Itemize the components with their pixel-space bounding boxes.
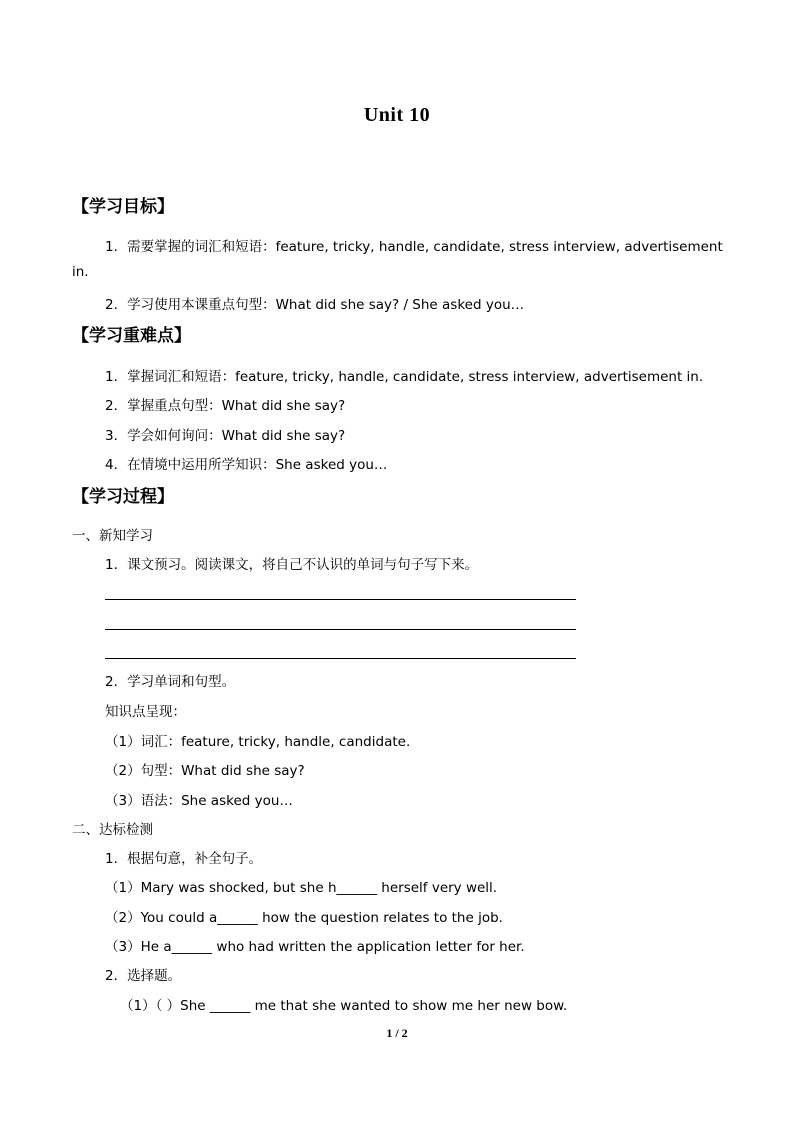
key-points-item-1: 1．掌握词汇和短语：feature, tricky, handle, candidate, stress interview, advertisement in. (105, 369, 704, 385)
fill-in-question-2: （2）You could a______ how the question relates to the job. (105, 910, 503, 926)
key-points-item-2: 2．掌握重点句型：What did she say? (105, 398, 346, 414)
key-points-item-4: 4．在情境中运用所学知识：She asked you… (105, 457, 388, 473)
objectives-item-1-continued: in. (72, 264, 89, 280)
key-points-heading: 【学习重难点】 (72, 326, 191, 346)
knowledge-label: 知识点呈现： (105, 704, 186, 720)
answer-line-3[interactable] (105, 658, 576, 659)
section-2-item-2: 2．选择题。 (105, 968, 182, 984)
choice-question-1: （1）（ ）She ______ me that she wanted to show me her new bow. (120, 998, 568, 1014)
key-points-item-3: 3．学会如何询问：What did she say? (105, 428, 346, 444)
page-number: 1 / 2 (386, 1026, 408, 1040)
answer-line-2[interactable] (105, 629, 576, 630)
knowledge-sentence-pattern: （2）句型：What did she say? (105, 763, 305, 779)
section-1-title: 一、新知学习 (72, 528, 153, 544)
answer-line-1[interactable] (105, 599, 576, 600)
objectives-item-2: 2．学习使用本课重点句型：What did she say? / She asked you… (105, 297, 525, 313)
section-2-title: 二、达标检测 (72, 822, 153, 838)
objectives-item-1: 1．需要掌握的词汇和短语：feature, tricky, handle, candidate, stress interview, advertisement (105, 239, 723, 255)
section-1-item-1: 1．课文预习。阅读课文，将自己不认识的单词与句子写下来。 (105, 557, 479, 573)
knowledge-grammar: （3）语法：She asked you… (105, 793, 293, 809)
page-title: Unit 10 (363, 104, 431, 126)
fill-in-question-3: （3）He a______ who had written the application letter for her. (105, 939, 525, 955)
section-1-item-2: 2．学习单词和句型。 (105, 674, 236, 690)
process-heading: 【学习过程】 (72, 487, 174, 507)
knowledge-vocabulary: （1）词汇：feature, tricky, handle, candidate. (105, 734, 411, 750)
fill-in-question-1: （1）Mary was shocked, but she h______ herself very well. (105, 880, 498, 896)
objectives-heading: 【学习目标】 (72, 197, 174, 217)
section-2-item-1: 1．根据句意，补全句子。 (105, 851, 263, 867)
